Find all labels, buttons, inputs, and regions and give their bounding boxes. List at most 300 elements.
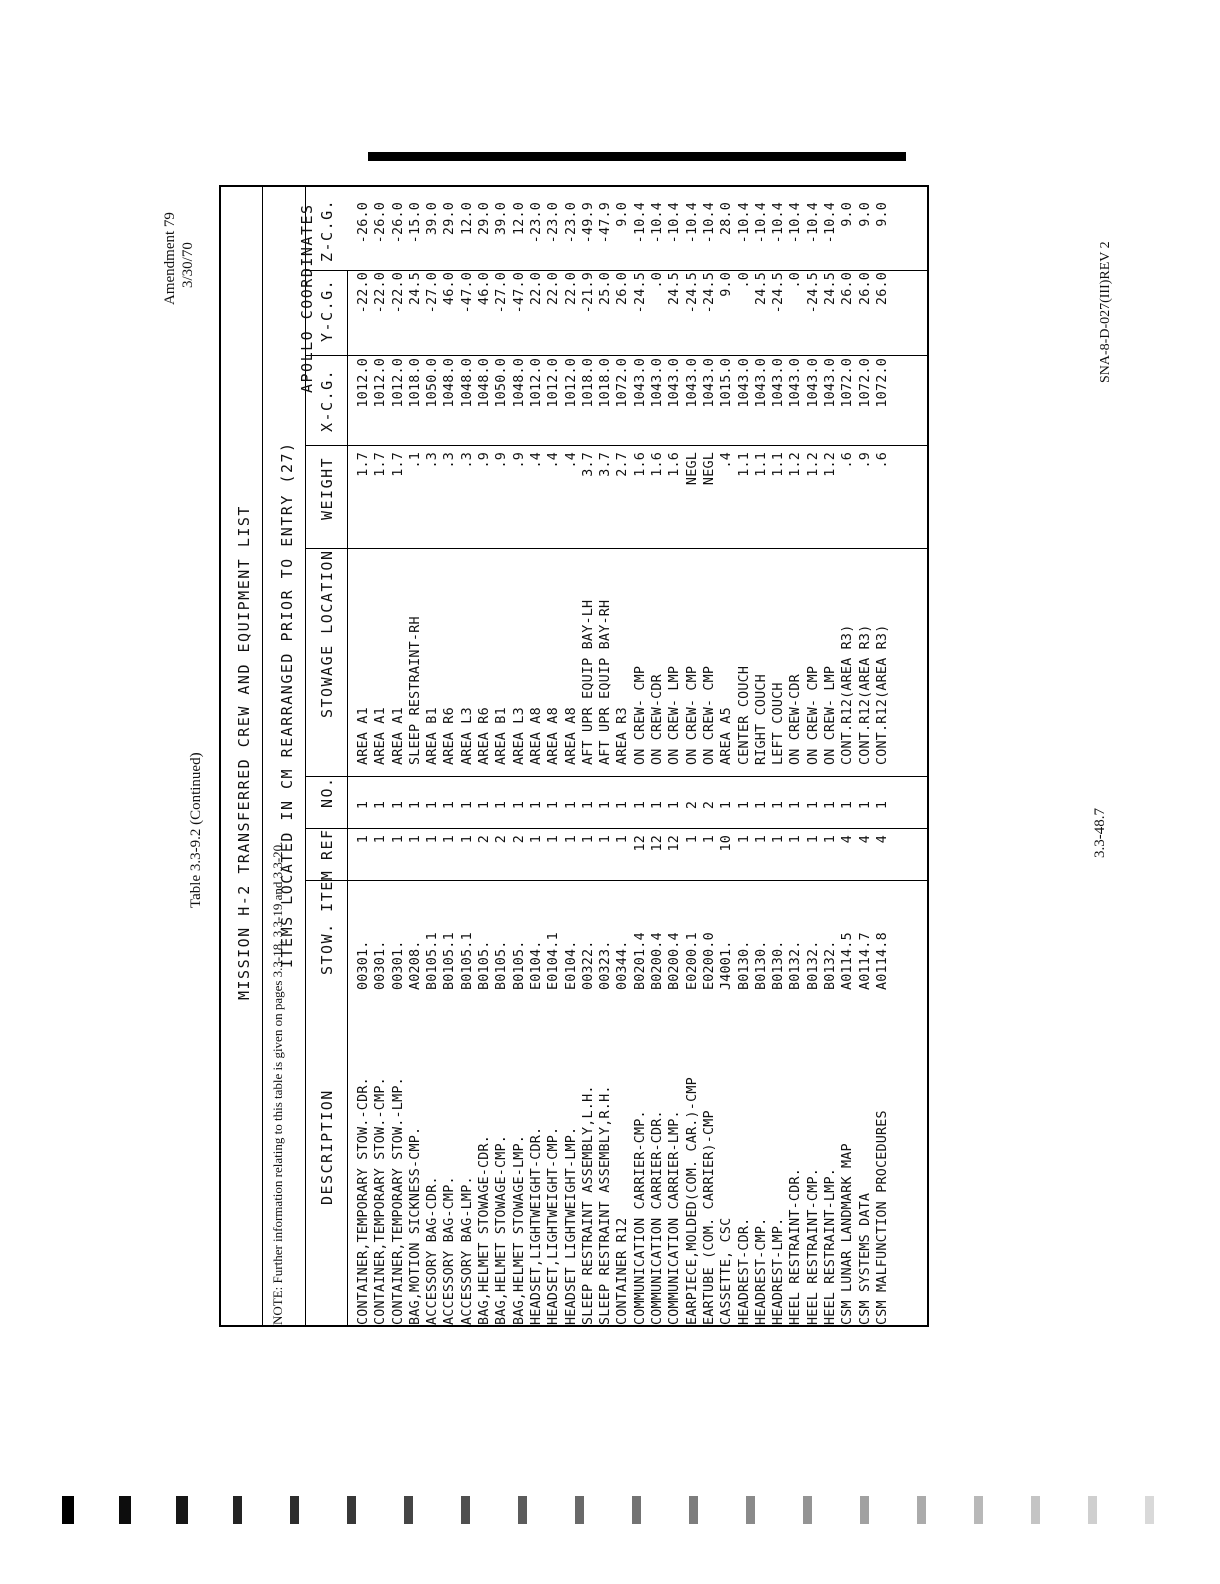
cell-weight: 1.1 — [771, 452, 787, 477]
cell-stow: 00322. — [580, 940, 596, 990]
cell-description: HEADREST-CDR. — [736, 1217, 752, 1325]
cell-location: AREA A8 — [528, 707, 544, 765]
cell-description: CONTAINER R12 — [615, 1217, 631, 1325]
cell-ref: 1 — [823, 835, 839, 844]
cell-weight: .3 — [442, 452, 458, 469]
cell-location: ON CREW- CMP — [632, 665, 648, 765]
cell-no: 1 — [771, 800, 787, 810]
cell-z: -10.4 — [771, 202, 787, 244]
cell-stow: B0130. — [771, 940, 787, 990]
cell-weight: .6 — [874, 452, 890, 469]
cell-x: 1018.0 — [407, 358, 423, 408]
cell-y: 24.5 — [823, 272, 839, 306]
cell-location: AREA A8 — [546, 707, 562, 765]
cell-x: 1043.0 — [753, 358, 769, 408]
cell-stow: B0105. — [494, 940, 510, 990]
cell-ref: 1 — [373, 835, 389, 844]
cell-z: -10.4 — [753, 202, 769, 244]
cell-y: -22.0 — [390, 272, 406, 314]
cell-location: ON CREW-CDR — [788, 674, 804, 765]
cell-y: 46.0 — [442, 272, 458, 306]
cell-stow: B0201.4 — [632, 932, 648, 990]
cell-description: CSM MALFUNCTION PROCEDURES — [874, 1110, 890, 1325]
cell-location: ON CREW- CMP — [684, 665, 700, 765]
black-bar — [368, 152, 906, 161]
cell-stow: E0200.1 — [684, 932, 700, 990]
cell-location: RIGHT COUCH — [753, 674, 769, 765]
cell-x: 1072.0 — [840, 358, 856, 408]
cell-ref: 1 — [442, 835, 458, 844]
cell-weight: .3 — [459, 452, 475, 469]
header-no: NO. — [318, 776, 336, 808]
edge-mark — [1088, 1496, 1097, 1524]
col-rule-x — [305, 355, 929, 356]
cell-y: .0 — [650, 272, 666, 289]
col-rule-weight — [305, 445, 929, 446]
cell-x: 1043.0 — [684, 358, 700, 408]
table-caption: Table 3.3-9.2 (Continued) — [188, 752, 204, 908]
cell-weight: .3 — [425, 452, 441, 469]
cell-z: -10.4 — [823, 202, 839, 244]
cell-location: AREA L3 — [511, 707, 527, 765]
cell-location: CONT.R12(AREA R3) — [840, 624, 856, 765]
cell-stow: B0200.4 — [650, 932, 666, 990]
cell-no: 1 — [615, 800, 631, 810]
header-location: STOWAGE LOCATION — [318, 549, 336, 718]
cell-location: SLEEP RESTRAINT-RH — [407, 616, 423, 765]
cell-y: 22.0 — [563, 272, 579, 306]
cell-description: ACCESSORY BAG-CDR. — [425, 1176, 441, 1325]
cell-z: -23.0 — [546, 202, 562, 244]
cell-weight: 1.7 — [373, 452, 389, 477]
cell-ref: 12 — [632, 835, 648, 852]
cell-description: COMMUNICATION CARRIER-LMP. — [667, 1110, 683, 1325]
cell-stow: B0105.1 — [459, 932, 475, 990]
cell-description: BAG,MOTION SICKNESS-CMP. — [407, 1126, 423, 1325]
cell-x: 1012.0 — [528, 358, 544, 408]
cell-z: -49.9 — [580, 202, 596, 244]
cell-weight: .4 — [563, 452, 579, 469]
cell-location: ON CREW- LMP — [823, 665, 839, 765]
cell-x: 1043.0 — [667, 358, 683, 408]
cell-y: 24.5 — [753, 272, 769, 306]
edge-mark — [632, 1496, 641, 1524]
edge-mark — [746, 1496, 755, 1524]
edge-mark — [803, 1496, 812, 1524]
cell-description: EARPIECE,MOLDED(COM. CAR.)-CMP — [684, 1077, 700, 1325]
column-no — [355, 787, 891, 823]
cell-z: 9.0 — [615, 202, 631, 227]
cell-location: AFT UPR EQUIP BAY-RH — [598, 599, 614, 765]
cell-no: 1 — [840, 800, 856, 810]
column-z — [355, 202, 891, 270]
cell-weight: .9 — [511, 452, 527, 469]
cell-y: 26.0 — [615, 272, 631, 306]
cell-no: 1 — [805, 800, 821, 810]
cell-z: -10.4 — [736, 202, 752, 244]
cell-no: 1 — [477, 800, 493, 810]
cell-location: CENTER COUCH — [736, 665, 752, 765]
cell-weight: .4 — [546, 452, 562, 469]
cell-stow: 00301. — [390, 940, 406, 990]
cell-z: 29.0 — [477, 202, 493, 236]
cell-weight: 3.7 — [580, 452, 596, 477]
cell-y: 46.0 — [477, 272, 493, 306]
cell-no: 1 — [598, 800, 614, 810]
cell-z: 28.0 — [719, 202, 735, 236]
footnote: NOTE: Further information relating to this table is given on pages 3.3-18, 3.3-19 and 3.3-20. — [270, 841, 285, 1325]
cell-description: BAG,HELMET STOWAGE-LMP. — [511, 1134, 527, 1325]
cell-description: COMMUNICATION CARRIER-CMP. — [632, 1110, 648, 1325]
cell-x: 1012.0 — [546, 358, 562, 408]
cell-stow: A0114.7 — [857, 932, 873, 990]
edge-mark — [290, 1496, 299, 1524]
cell-ref: 1 — [753, 835, 769, 844]
cell-x: 1072.0 — [874, 358, 890, 408]
cell-stow: E0104.1 — [546, 932, 562, 990]
cell-z: -10.4 — [701, 202, 717, 244]
cell-weight: 1.2 — [805, 452, 821, 477]
edge-mark — [689, 1496, 698, 1524]
cell-stow: A0114.5 — [840, 932, 856, 990]
cell-location: AREA A1 — [373, 707, 389, 765]
cell-weight: 1.7 — [390, 452, 406, 477]
cell-x: 1072.0 — [857, 358, 873, 408]
cell-stow: 00301. — [373, 940, 389, 990]
edge-mark — [233, 1496, 242, 1524]
header-x: X-C.G. — [318, 368, 336, 432]
cell-description: SLEEP RESTRAINT ASSEMBLY,R.H. — [598, 1085, 614, 1325]
cell-no: 1 — [511, 800, 527, 810]
cell-x: 1043.0 — [823, 358, 839, 408]
cell-ref: 1 — [701, 835, 717, 844]
cell-location: ON CREW- CMP — [701, 665, 717, 765]
header-weight: WEIGHT — [318, 456, 336, 520]
cell-weight: 1.1 — [736, 452, 752, 477]
cell-location: AREA R3 — [615, 707, 631, 765]
cell-description: HEADSET,LIGHTWEIGHT-CMP. — [546, 1126, 562, 1325]
cell-description: HEADREST-LMP. — [771, 1217, 787, 1325]
cell-ref: 1 — [736, 835, 752, 844]
cell-no: 1 — [857, 800, 873, 810]
column-description — [355, 1005, 891, 1325]
cell-x: 1048.0 — [442, 358, 458, 408]
cell-weight: 1.6 — [650, 452, 666, 477]
header-y: Y-C.G. — [318, 278, 336, 342]
cell-stow: B0200.4 — [667, 932, 683, 990]
cell-ref: 1 — [407, 835, 423, 844]
cell-ref: 2 — [511, 835, 527, 844]
cell-no: 2 — [684, 800, 700, 810]
cell-description: HEEL RESTRAINT-CDR. — [788, 1168, 804, 1325]
cell-z: 9.0 — [857, 202, 873, 227]
cell-y: 22.0 — [546, 272, 562, 306]
cell-description: BAG,HELMET STOWAGE-CMP. — [494, 1134, 510, 1325]
cell-no: 1 — [580, 800, 596, 810]
coordinates-header: APOLLO COORDINATES — [298, 203, 316, 393]
cell-description: HEEL RESTRAINT-CMP. — [805, 1168, 821, 1325]
cell-y: -24.5 — [684, 272, 700, 314]
cell-ref: 1 — [390, 835, 406, 844]
cell-y: -47.0 — [511, 272, 527, 314]
cell-weight: 1.2 — [788, 452, 804, 477]
cell-location: AREA A5 — [719, 707, 735, 765]
cell-stow: B0105. — [477, 940, 493, 990]
cell-location: ON CREW- LMP — [667, 665, 683, 765]
cell-description: CONTAINER,TEMPORARY STOW.-CMP. — [373, 1077, 389, 1325]
table-subtitle: ITEMS LOCATED IN CM REARRANGED PRIOR TO ENTRY (27) — [278, 441, 296, 968]
cell-y: -24.5 — [805, 272, 821, 314]
cell-no: 1 — [546, 800, 562, 810]
cell-ref: 1 — [580, 835, 596, 844]
cell-ref: 1 — [684, 835, 700, 844]
cell-location: LEFT COUCH — [771, 682, 787, 765]
amendment-label: Amendment 79 — [162, 212, 178, 305]
cell-x: 1043.0 — [736, 358, 752, 408]
cell-stow: E0104. — [563, 940, 579, 990]
cell-stow: E0200.0 — [701, 932, 717, 990]
cell-x: 1048.0 — [459, 358, 475, 408]
cell-stow: 00301. — [356, 940, 371, 990]
col-rule-ref — [305, 828, 929, 829]
cell-z: 39.0 — [425, 202, 441, 236]
cell-x: 1043.0 — [650, 358, 666, 408]
cell-y: -27.0 — [494, 272, 510, 314]
cell-x: 1050.0 — [494, 358, 510, 408]
cell-z: 12.0 — [459, 202, 475, 236]
cell-x: 1048.0 — [477, 358, 493, 408]
cell-no: 1 — [442, 800, 458, 810]
cell-ref: 1 — [425, 835, 441, 844]
cell-ref: 12 — [667, 835, 683, 852]
cell-x: 1015.0 — [719, 358, 735, 408]
cell-z: 29.0 — [442, 202, 458, 236]
cell-no: 1 — [788, 800, 804, 810]
cell-no: 1 — [425, 800, 441, 810]
cell-z: 39.0 — [494, 202, 510, 236]
cell-weight: .4 — [528, 452, 544, 469]
cell-description: CONTAINER,TEMPORARY STOW.-LMP. — [390, 1077, 406, 1325]
cell-ref: 1 — [598, 835, 614, 844]
cell-location: AREA A8 — [563, 707, 579, 765]
cell-z: -10.4 — [788, 202, 804, 244]
cell-y: 24.5 — [407, 272, 423, 306]
cell-ref: 4 — [840, 835, 856, 844]
cell-location: AREA R6 — [477, 707, 493, 765]
cell-z: 9.0 — [874, 202, 890, 227]
cell-ref: 1 — [788, 835, 804, 844]
cell-description: EARTUBE (COM. CARRIER)-CMP — [701, 1110, 717, 1325]
cell-x: 1012.0 — [356, 358, 371, 408]
cell-z: 9.0 — [840, 202, 856, 227]
cell-no: 1 — [356, 800, 371, 810]
cell-ref: 1 — [615, 835, 631, 844]
cell-location: AREA B1 — [494, 707, 510, 765]
cell-description: SLEEP RESTRAINT ASSEMBLY,L.H. — [580, 1085, 596, 1325]
cell-no: 2 — [701, 800, 717, 810]
cell-description: CASSETTE, CSC — [719, 1217, 735, 1325]
cell-y: -24.5 — [701, 272, 717, 314]
col-rule-no — [305, 776, 929, 777]
cell-no: 1 — [736, 800, 752, 810]
edge-mark — [404, 1496, 413, 1524]
header-stow-item: STOW. ITEM — [318, 869, 336, 975]
cell-description: HEADREST-CMP. — [753, 1217, 769, 1325]
cell-stow: B0132. — [823, 940, 839, 990]
edge-mark — [347, 1496, 356, 1524]
cell-z: -10.4 — [805, 202, 821, 244]
cell-weight: .6 — [840, 452, 856, 469]
cell-no: 1 — [407, 800, 423, 810]
cell-ref: 4 — [874, 835, 890, 844]
cell-ref: 1 — [356, 835, 371, 844]
cell-z: -10.4 — [667, 202, 683, 244]
edge-mark — [461, 1496, 470, 1524]
cell-ref: 1 — [528, 835, 544, 844]
edge-mark — [176, 1496, 188, 1524]
cell-no: 1 — [563, 800, 579, 810]
cell-description: ACCESSORY BAG-LMP. — [459, 1176, 475, 1325]
cell-weight: 1.1 — [753, 452, 769, 477]
cell-y: -22.0 — [373, 272, 389, 314]
cell-stow: 00323. — [598, 940, 614, 990]
column-location — [355, 555, 891, 765]
cell-y: .0 — [736, 272, 752, 289]
cell-location: CONT.R12(AREA R3) — [874, 624, 890, 765]
cell-y: 26.0 — [840, 272, 856, 306]
cell-description: ACCESSORY BAG-CMP. — [442, 1176, 458, 1325]
cell-weight: 1.2 — [823, 452, 839, 477]
cell-ref: 12 — [650, 835, 666, 852]
cell-stow: A0208. — [407, 940, 423, 990]
cell-weight: NEGL — [701, 452, 717, 486]
cell-no: 1 — [650, 800, 666, 810]
cell-z: 12.0 — [511, 202, 527, 236]
cell-x: 1043.0 — [805, 358, 821, 408]
cell-description: HEADSET,LIGHTWEIGHT-CDR. — [528, 1126, 544, 1325]
cell-y: -24.5 — [632, 272, 648, 314]
cell-stow: A0114.8 — [874, 932, 890, 990]
cell-weight: .9 — [477, 452, 493, 469]
cell-z: -10.4 — [650, 202, 666, 244]
cell-no: 1 — [667, 800, 683, 810]
cell-ref: 4 — [857, 835, 873, 844]
cell-y: 9.0 — [719, 272, 735, 297]
edge-mark — [575, 1496, 584, 1524]
cell-y: -27.0 — [425, 272, 441, 314]
cell-location: AREA A1 — [390, 707, 406, 765]
cell-no: 1 — [528, 800, 544, 810]
cell-no: 1 — [390, 800, 406, 810]
edge-mark — [62, 1496, 74, 1524]
cell-x: 1048.0 — [511, 358, 527, 408]
cell-no: 1 — [874, 800, 890, 810]
header-divider — [347, 270, 348, 1327]
column-stow-item — [355, 890, 891, 990]
cell-weight: NEGL — [684, 452, 700, 486]
cell-stow: B0132. — [788, 940, 804, 990]
cell-y: 25.0 — [598, 272, 614, 306]
document-id: SNA-8-D-027(III)REV 2 — [1098, 241, 1113, 383]
cell-no: 1 — [823, 800, 839, 810]
cell-z: -26.0 — [390, 202, 406, 244]
cell-stow: B0130. — [753, 940, 769, 990]
cell-location: AFT UPR EQUIP BAY-LH — [580, 599, 596, 765]
cell-ref: 2 — [494, 835, 510, 844]
amendment-date: 3/30/70 — [180, 242, 196, 288]
cell-weight: 1.6 — [632, 452, 648, 477]
cell-description: BAG,HELMET STOWAGE-CDR. — [477, 1134, 493, 1325]
cell-y: 22.0 — [528, 272, 544, 306]
cell-stow: E0104. — [528, 940, 544, 990]
cell-x: 1043.0 — [632, 358, 648, 408]
cell-no: 1 — [494, 800, 510, 810]
edge-mark — [860, 1496, 869, 1524]
cell-x: 1043.0 — [788, 358, 804, 408]
cell-description: CONTAINER,TEMPORARY STOW.-CDR. — [356, 1077, 371, 1325]
cell-z: -15.0 — [407, 202, 423, 244]
column-ref — [355, 835, 891, 875]
cell-x: 1012.0 — [563, 358, 579, 408]
cell-location: AREA R6 — [442, 707, 458, 765]
cell-z: -47.9 — [598, 202, 614, 244]
col-rule-location — [305, 548, 929, 549]
cell-y: -21.9 — [580, 272, 596, 314]
cell-location: AREA B1 — [425, 707, 441, 765]
cell-x: 1012.0 — [390, 358, 406, 408]
cell-ref: 1 — [771, 835, 787, 844]
table-title: MISSION H-2 TRANSFERRED CREW AND EQUIPMENT LIST — [235, 505, 253, 1000]
cell-stow: J4001. — [719, 940, 735, 990]
cell-no: 1 — [373, 800, 389, 810]
cell-stow: B0105.1 — [442, 932, 458, 990]
cell-weight: 1.6 — [667, 452, 683, 477]
cell-ref: 1 — [546, 835, 562, 844]
edge-mark — [518, 1496, 527, 1524]
edge-mark — [1145, 1496, 1154, 1524]
header-description: DESCRIPTION — [318, 1089, 336, 1205]
cell-x: 1050.0 — [425, 358, 441, 408]
cell-ref: 10 — [719, 835, 735, 852]
cell-y: -47.0 — [459, 272, 475, 314]
cell-y: -22.0 — [356, 272, 371, 314]
cell-no: 1 — [632, 800, 648, 810]
cell-ref: 1 — [459, 835, 475, 844]
cell-x: 1043.0 — [701, 358, 717, 408]
cell-weight: 1.7 — [356, 452, 371, 477]
col-rule-stow — [305, 880, 929, 881]
cell-x: 1018.0 — [580, 358, 596, 408]
cell-ref: 1 — [805, 835, 821, 844]
cell-description: COMMUNICATION CARRIER-CDR. — [650, 1110, 666, 1325]
cell-y: 26.0 — [857, 272, 873, 306]
cell-y: 24.5 — [667, 272, 683, 306]
cell-stow: B0132. — [805, 940, 821, 990]
cell-ref: 1 — [563, 835, 579, 844]
cell-description: CSM LUNAR LANDMARK MAP — [840, 1143, 856, 1325]
cell-z: -10.4 — [684, 202, 700, 244]
cell-location: ON CREW- CMP — [805, 665, 821, 765]
cell-z: -26.0 — [373, 202, 389, 244]
cell-y: 26.0 — [874, 272, 890, 306]
cell-ref: 2 — [477, 835, 493, 844]
title-divider — [262, 185, 263, 1327]
cell-location: ON CREW-CDR — [650, 674, 666, 765]
edge-mark — [119, 1496, 131, 1524]
cell-no: 1 — [719, 800, 735, 810]
cell-location: AREA A1 — [356, 707, 371, 765]
cell-description: HEADSET LIGHTWEIGHT-LMP. — [563, 1126, 579, 1325]
